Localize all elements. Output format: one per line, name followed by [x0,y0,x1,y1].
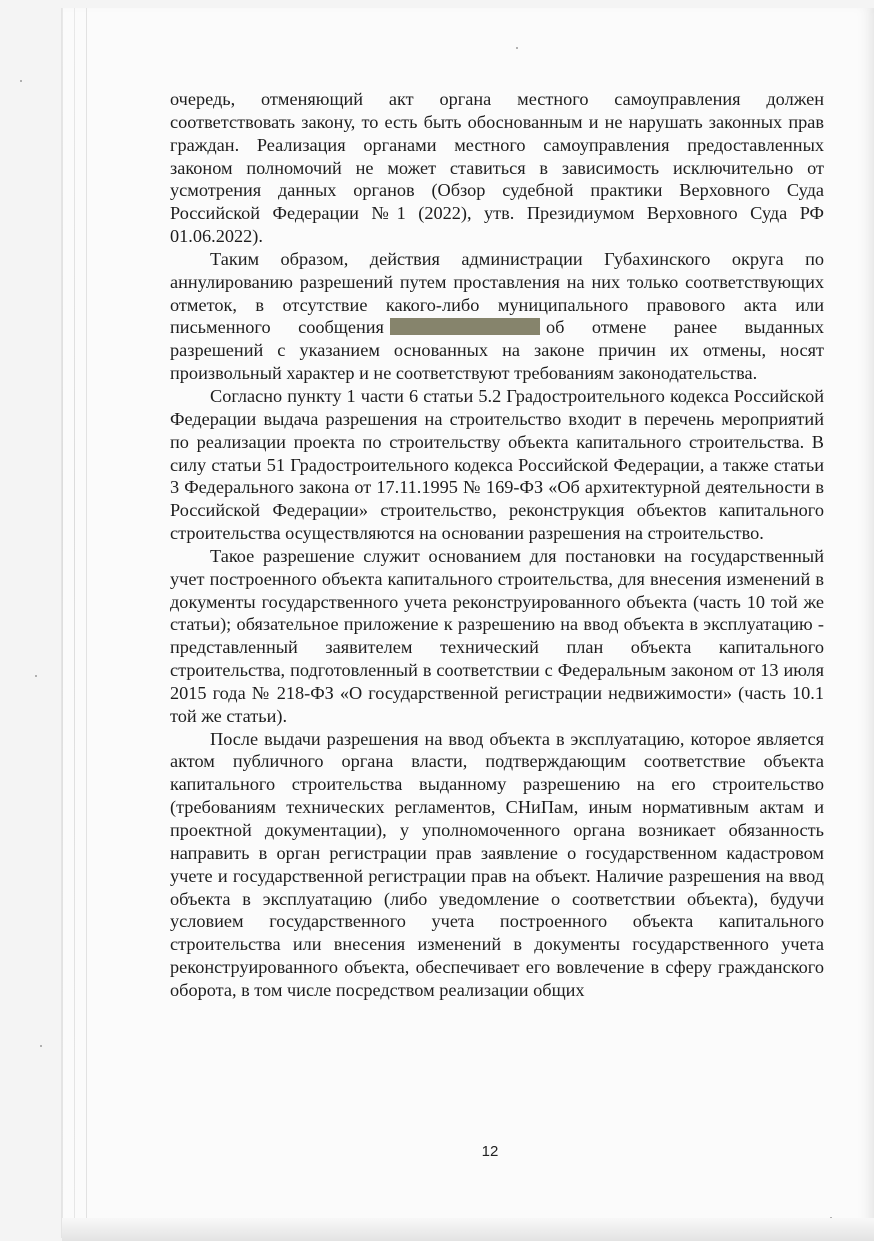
paragraph-3: Согласно пункту 1 части 6 статьи 5.2 Градостроительного кодекса Российской Федерации выдача разрешения на строительство входит в перечень мероприятий по реализации проекта по строительству объекта капитального строительства. В силу статьи 51 Градостроительного кодекса Российской Федерации, а также статьи 3 Федерального закона от 17.11.1995 № 169-ФЗ «Об архитектурной деятельности в Российской Федерации» строительство, реконструкция объектов капитального строительства осуществляются на основании разрешения на строительство. [170,385,824,544]
page-edge-line [74,8,75,1233]
paragraph-2 [170,248,824,385]
scan-speck [516,47,518,49]
redaction-box [390,318,540,335]
paragraph-2-before: Таким образом, действия администрации Губахинского округа по аннулированию разрешений путем проставления на них только соответствующих отметок, в отсутствие какого-либо муниципального правового акта или письменного сообщения [170,248,824,338]
scan-speck [20,80,22,82]
paragraph-1: очередь, отменяющий акт органа местного самоуправления должен соответствовать закону, то есть быть обоснованным и не нарушать законных прав граждан. Реализация органами местного самоуправления предоставленных законом полномочий не может ставиться в зависимость исключительно от усмотрения данных органов (Обзор судебной практики Верховного Суда Российской Федерации №1 (2022), утв. Президиумом Верховного Суда РФ 01.06.2022). [170,89,824,247]
page-bottom-shade [62,1218,874,1241]
paragraph-2-after: об отмене ранее выданных разрешений с указанием основанных на законе причин их отмены, носят произвольный характер и не соответствуют требованиям законодательства. [170,317,824,384]
page-edge-line [62,8,63,1233]
scan-speck [40,1045,42,1047]
page-number: 12 [481,1143,499,1160]
page-edge-line [86,8,87,1233]
paragraph-5: После выдачи разрешения на ввод объекта в эксплуатацию, которое является актом публичного органа власти, подтверждающим соответствие объекта капитального строительства выданному разрешению на его строительство (требованиям технических регламентов, СНиПам, иным нормативным актам и проектной документации), у уполномоченного органа возникает обязанность направить в орган регистрации прав заявление о государственном кадастровом учете и государственной регистрации прав на объект. Наличие разрешения на ввод объекта в эксплуатацию (либо уведомление о соответствии объекта), будучи условием государственного учета построенного объекта капитального строительства или внесения изменений в документы государственного учета реконструированного объекта, обеспечивает его вовлечение в сферу гражданского оборота, в том числе посредством реализации общих [170,728,824,1000]
document-body [170,88,824,1002]
paragraph-4: Такое разрешение служит основанием для постановки на государственный учет построенного объекта капитального строительства, для внесения изменений в документы государственного учета реконструированного объекта (часть 10 той же статьи); обязательное приложение к разрешению на ввод объекта в эксплуатацию - представленный заявителем технический план объекта капитального строительства, подготовленный в соответствии с Федеральным законом от 13 июля 2015 года № 218-ФЗ «О государственной регистрации недвижимости» (часть 10.1 той же статьи). [170,545,824,726]
scan-speck [35,675,37,677]
